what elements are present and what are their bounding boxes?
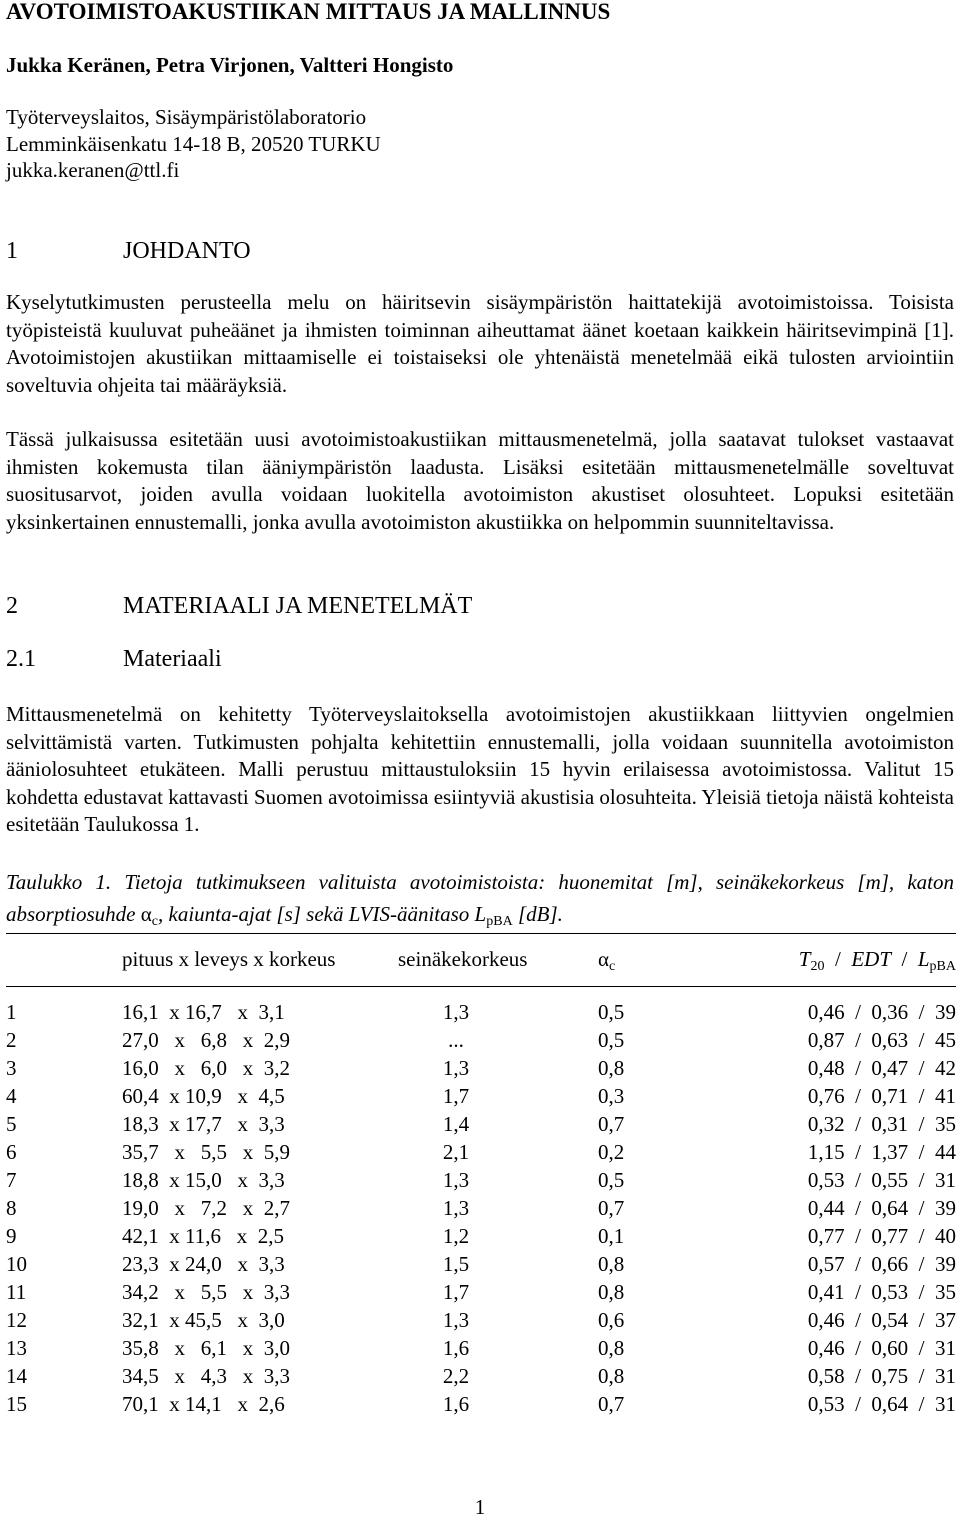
row-dimensions: 34,5 x 4,3 x 3,3 bbox=[122, 1364, 290, 1388]
row-dimensions: 16,1 x 16,7 x 3,1 bbox=[122, 1000, 285, 1024]
row-alpha: 0,1 bbox=[598, 1224, 625, 1248]
row-alpha: 0,8 bbox=[598, 1336, 625, 1360]
col-header-acoustics: $T_{20}$ / EDT / $L_{pBA}$ bbox=[798, 947, 956, 974]
table-row bbox=[0, 1112, 960, 1140]
table-row bbox=[0, 1140, 960, 1168]
row-dimensions: 18,8 x 15,0 x 3,3 bbox=[122, 1168, 285, 1192]
row-index: 5 bbox=[6, 1112, 17, 1136]
row-acoustic-values: 0,48 / 0,47 / 42 bbox=[807, 1056, 956, 1080]
row-index: 3 bbox=[6, 1056, 17, 1080]
level-symbol: $L_{pBA}$ bbox=[474, 902, 513, 929]
email: jukka.keranen@ttl.fi bbox=[6, 158, 180, 182]
table-row bbox=[0, 1056, 960, 1084]
row-alpha: 0,8 bbox=[598, 1280, 625, 1304]
row-index: 1 bbox=[6, 1000, 17, 1024]
row-dimensions: 18,3 x 17,7 x 3,3 bbox=[122, 1112, 285, 1136]
authors: Jukka Keränen, Petra Virjonen, Valtteri Hongisto bbox=[6, 53, 454, 77]
row-dimensions: 70,1 x 14,1 x 2,6 bbox=[122, 1392, 285, 1416]
section-title: Materiaali bbox=[123, 646, 222, 672]
row-acoustic-values: 0,32 / 0,31 / 35 bbox=[807, 1112, 956, 1136]
row-wall-height: 1,6 bbox=[442, 1392, 470, 1416]
table-row bbox=[0, 1280, 960, 1308]
row-acoustic-values: 0,46 / 0,54 / 37 bbox=[807, 1308, 956, 1332]
row-alpha: 0,3 bbox=[598, 1084, 625, 1108]
row-wall-height: 1,3 bbox=[442, 1196, 470, 1220]
row-dimensions: 16,0 x 6,0 x 3,2 bbox=[122, 1056, 290, 1080]
table-row bbox=[0, 1028, 960, 1056]
row-acoustic-values: 0,87 / 0,63 / 45 bbox=[807, 1028, 956, 1052]
row-wall-height: 1,3 bbox=[442, 1056, 470, 1080]
alpha-symbol: $\alpha_c$ bbox=[140, 902, 158, 929]
section-1-heading bbox=[6, 239, 251, 263]
row-wall-height: 1,3 bbox=[442, 1168, 470, 1192]
row-acoustic-values: 0,57 / 0,66 / 39 bbox=[807, 1252, 956, 1276]
section-title: JOHDANTO bbox=[123, 238, 251, 264]
row-wall-height: 2,2 bbox=[442, 1364, 470, 1388]
row-wall-height: 1,4 bbox=[442, 1112, 470, 1136]
row-acoustic-values: 0,53 / 0,64 / 31 bbox=[807, 1392, 956, 1416]
row-acoustic-values: 0,76 / 0,71 / 41 bbox=[807, 1084, 956, 1108]
affiliation: Työterveyslaitos, Sisäympäristölaboratorio bbox=[6, 105, 367, 129]
row-alpha: 0,8 bbox=[598, 1056, 625, 1080]
col-header-alpha: $\alpha_c$ bbox=[598, 947, 616, 974]
table-row bbox=[0, 1000, 960, 1028]
row-dimensions: 19,0 x 7,2 x 2,7 bbox=[122, 1196, 290, 1220]
col-header-dimensions: pituus x leveys x korkeus bbox=[122, 947, 336, 971]
row-wall-height: 1,7 bbox=[442, 1084, 470, 1108]
table-row bbox=[0, 1084, 960, 1112]
intro-paragraph-1: Kyselytutkimusten perusteella melu on häiritsevin sisäympäristön haittatekijä avotoimistoissa. Toisista työpisteistä kuuluvat puheäänet ja ihmisten toiminnan aiheuttamat äänet koetaan kaikkein häiritsevimpinä [1]. Avotoimistojen akustiikan mittaamiselle ei toistaiseksi ole yhtenäistä menetelmää eikä tulosten arviointiin soveltuvia ohjeita tai määräyksiä. bbox=[6, 290, 954, 397]
row-alpha: 0,8 bbox=[598, 1364, 625, 1388]
row-dimensions: 42,1 x 11,6 x 2,5 bbox=[122, 1224, 284, 1248]
row-index: 13 bbox=[6, 1336, 27, 1360]
row-wall-height: 1,2 bbox=[442, 1224, 470, 1248]
section-number: 2.1 bbox=[6, 646, 36, 672]
table-caption-mid: , kaiunta-ajat [s] sekä LVIS-äänitaso bbox=[158, 902, 470, 926]
row-index: 2 bbox=[6, 1028, 17, 1052]
row-acoustic-values: 0,44 / 0,64 / 39 bbox=[807, 1196, 956, 1220]
row-wall-height: 1,5 bbox=[442, 1252, 470, 1276]
row-index: 8 bbox=[6, 1196, 17, 1220]
table-caption-label: Taulukko 1. bbox=[6, 870, 112, 894]
row-dimensions: 32,1 x 45,5 x 3,0 bbox=[122, 1308, 285, 1332]
row-wall-height: 2,1 bbox=[442, 1140, 470, 1164]
row-acoustic-values: 0,46 / 0,36 / 39 bbox=[807, 1000, 956, 1024]
row-acoustic-values: 0,53 / 0,55 / 31 bbox=[807, 1168, 956, 1192]
section-number: 2 bbox=[6, 593, 18, 619]
table-row bbox=[0, 1308, 960, 1336]
table-row bbox=[0, 1336, 960, 1364]
row-dimensions: 34,2 x 5,5 x 3,3 bbox=[122, 1280, 290, 1304]
section-number: 1 bbox=[6, 238, 18, 264]
row-index: 14 bbox=[6, 1364, 27, 1388]
row-alpha: 0,5 bbox=[598, 1168, 625, 1192]
page-number: 1 bbox=[474, 1495, 486, 1519]
table-caption-end: [dB]. bbox=[517, 902, 563, 926]
table-row bbox=[0, 1224, 960, 1252]
table-row bbox=[0, 1364, 960, 1392]
row-wall-height: 1,6 bbox=[442, 1336, 470, 1360]
row-acoustic-values: 0,41 / 0,53 / 35 bbox=[807, 1280, 956, 1304]
address: Lemminkäisenkatu 14-18 B, 20520 TURKU bbox=[6, 132, 381, 156]
row-acoustic-values: 0,58 / 0,75 / 31 bbox=[807, 1364, 956, 1388]
row-dimensions: 27,0 x 6,8 x 2,9 bbox=[122, 1028, 290, 1052]
row-index: 12 bbox=[6, 1308, 27, 1332]
row-alpha: 0,5 bbox=[598, 1028, 625, 1052]
row-acoustic-values: 0,46 / 0,60 / 31 bbox=[807, 1336, 956, 1360]
materials-paragraph: Mittausmenetelmä on kehitetty Työterveyslaitoksella avotoimistojen akustiikkaan liittyvien ongelmien selvittämistä varten. Tutkimusten pohjalta kehitettiin ennustemalli, jolla voidaan suunnitella avotoimiston ääniolosuhteet etukäteen. Malli perustuu mittaustuloksiin 15 hyvin erilaisessa avotoimistossa. Valitut 15 kohdetta edustavat kattavasti Suomen avotoimissa esiintyviä akustisia olosuhteita. Yleisiä tietoja näistä kohteista esitetään Taulukossa 1. bbox=[6, 702, 954, 836]
row-alpha: 0,7 bbox=[598, 1112, 625, 1136]
col-header-wall-height: seinäkekorkeus bbox=[398, 947, 528, 971]
row-dimensions: 23,3 x 24,0 x 3,3 bbox=[122, 1252, 285, 1276]
row-alpha: 0,8 bbox=[598, 1252, 625, 1276]
table-row bbox=[0, 1252, 960, 1280]
table-caption-text: Tietoja tutkimukseen valituista avotoimistoista: huonemitat [m], seinäkekorkeus [m], katon absorptiosuhde bbox=[6, 870, 954, 926]
row-index: 7 bbox=[6, 1168, 17, 1192]
row-index: 15 bbox=[6, 1392, 27, 1416]
row-index: 10 bbox=[6, 1252, 27, 1276]
section-2-1-heading bbox=[6, 647, 222, 671]
row-acoustic-values: 1,15 / 1,37 / 44 bbox=[807, 1140, 956, 1164]
section-2-heading bbox=[6, 594, 472, 618]
row-alpha: 0,7 bbox=[598, 1196, 625, 1220]
row-dimensions: 60,4 x 10,9 x 4,5 bbox=[122, 1084, 285, 1108]
row-alpha: 0,7 bbox=[598, 1392, 625, 1416]
table-header-rule bbox=[6, 986, 956, 987]
row-acoustic-values: 0,77 / 0,77 / 40 bbox=[807, 1224, 956, 1248]
row-alpha: 0,2 bbox=[598, 1140, 625, 1164]
table-row bbox=[0, 1168, 960, 1196]
paper-title: AVOTOIMISTOAKUSTIIKAN MITTAUS JA MALLINNUS bbox=[6, 0, 611, 24]
row-alpha: 0,6 bbox=[598, 1308, 625, 1332]
row-wall-height: 1,3 bbox=[442, 1000, 470, 1024]
section-title: MATERIAALI JA MENETELMÄT bbox=[123, 593, 473, 619]
table-row bbox=[0, 1196, 960, 1224]
table-row bbox=[0, 1392, 960, 1420]
row-wall-height: 1,3 bbox=[442, 1308, 470, 1332]
table-caption bbox=[6, 866, 954, 938]
intro-paragraph-2: Tässä julkaisussa esitetään uusi avotoimistoakustiikan mittausmenetelmä, jolla saatavat tulokset vastaavat ihmisten kokemusta tilan ääniympäristön laadusta. Lisäksi esitetään mittausmenetelmälle soveltuvat suositusarvot, joiden avulla voidaan luokitella avotoimiston akustiset olosuhteet. Lopuksi esitetään yksinkertainen ennustemalli, jonka avulla avotoimiston akustiikka on helpommin suunniteltavissa. bbox=[6, 427, 954, 534]
row-index: 11 bbox=[6, 1280, 27, 1304]
row-wall-height: ... bbox=[448, 1028, 464, 1052]
table-top-rule bbox=[6, 933, 956, 934]
row-index: 4 bbox=[6, 1084, 17, 1108]
row-wall-height: 1,7 bbox=[442, 1280, 470, 1304]
row-alpha: 0,5 bbox=[598, 1000, 625, 1024]
row-dimensions: 35,8 x 6,1 x 3,0 bbox=[122, 1336, 290, 1360]
row-index: 9 bbox=[6, 1224, 17, 1248]
row-index: 6 bbox=[6, 1140, 17, 1164]
row-dimensions: 35,7 x 5,5 x 5,9 bbox=[122, 1140, 290, 1164]
